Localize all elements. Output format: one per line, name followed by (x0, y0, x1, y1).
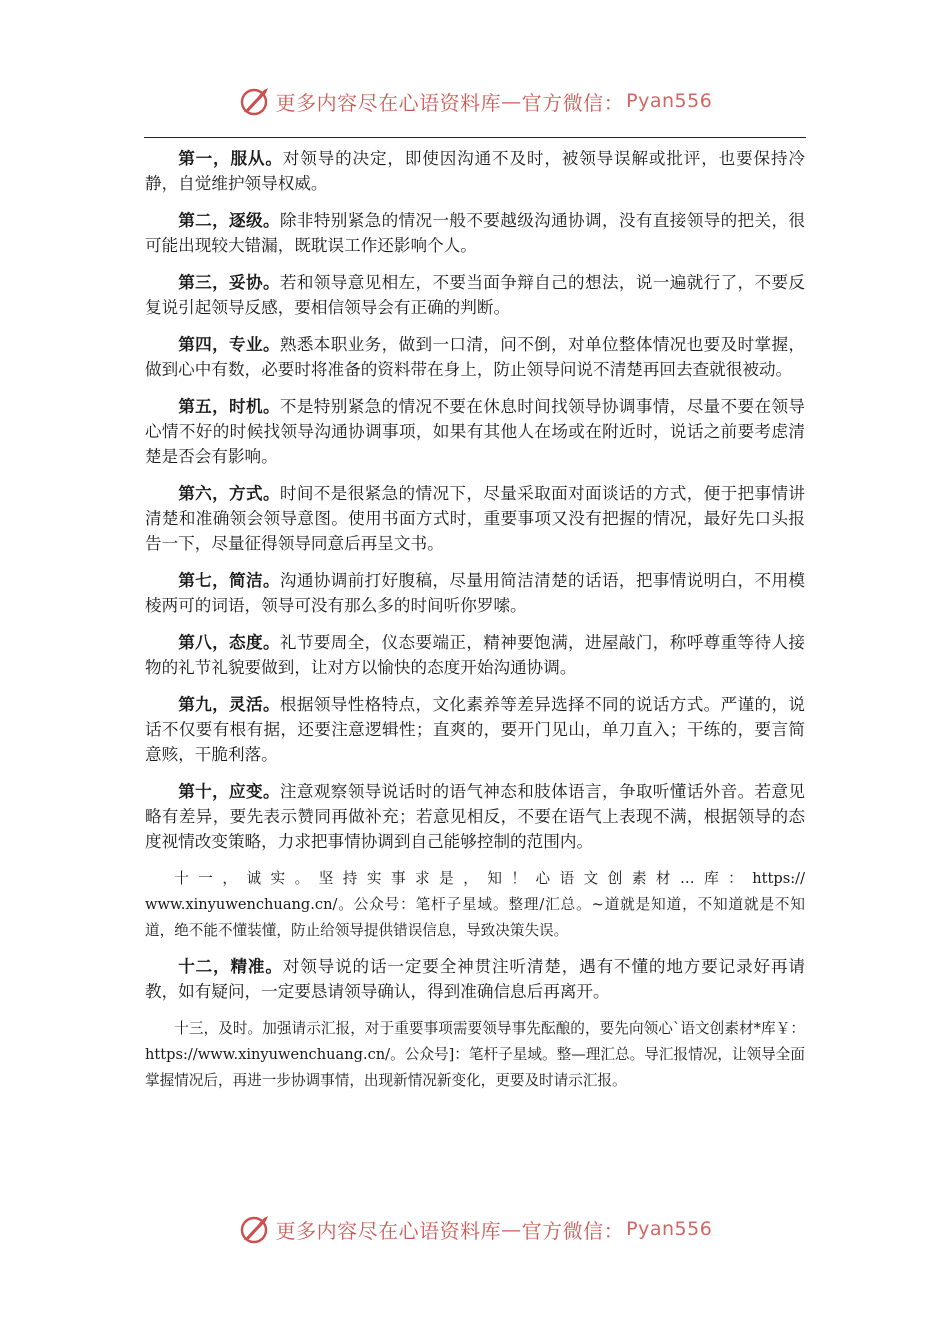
paragraph-text: 对领导说的话一定要全神贯注听清楚，遇有不懂的地方要记录好再请教，如有疑问，一定要恳请领导确认，得到准确信息后再离开。 (145, 957, 805, 1001)
paragraph-text: 对领导的决定，即使因沟通不及时，被领导误解或批评，也要保持冷静，自觉维护领导权威。 (145, 149, 805, 193)
paragraph-lead: 第五，时机。 (178, 396, 280, 416)
banner-wechat-label: 官方微信： (521, 90, 625, 115)
banner-brand: 更多内容尽在心语资料库 (275, 90, 502, 115)
paragraph-text: 注意观察领导说话时的语气神态和肢体语言，争取听懂话外音。若意见略有差异，要先表示赞同再做补充；若意见相反，不要在语气上表现不满，根据领导的态度视情改变策略，力求把事情协调到自己能够控制的范围内。 (145, 782, 805, 851)
paragraph-2 (145, 208, 805, 258)
document-body (145, 146, 805, 1104)
paragraph-text: 礼节要周全，仪态要端正，精神要饱满，进屋敲门，称呼尊重等待人接物的礼节礼貌要做到，让对方以愉快的态度开始沟通协调。 (145, 633, 805, 677)
header-divider (144, 137, 806, 138)
paragraph-9 (145, 692, 805, 767)
paragraph-lead: 第六，方式。 (178, 483, 280, 503)
banner-separator: — (501, 1217, 522, 1241)
paragraph-lead: 第二，逐级。 (178, 210, 280, 230)
paragraph-text: 根据领导性格特点，文化素养等差异选择不同的说话方式。严谨的，说话不仅要有根有据，还要注意逻辑性；直爽的，要开门见山，单刀直入；干练的，要言简意赅，干脆利落。 (145, 695, 805, 764)
paragraph-5 (145, 394, 805, 469)
footer-banner (0, 1212, 950, 1246)
paragraph-lead: 十二，精准。 (178, 956, 283, 976)
paragraph-6 (145, 481, 805, 556)
paragraph-lead: 十一，诚实。坚持实事求是，知！心语文创素材…库： (174, 870, 753, 887)
banner-separator: — (501, 89, 522, 113)
paragraph-3 (145, 270, 805, 320)
paragraph-11 (145, 866, 805, 944)
quill-logo-icon (238, 1212, 272, 1246)
paragraph-text: https://www.xinyuwenchuang.cn/。公众号：笔杆子星域。整理/汇总。~道就是知道，不知道就是不知道，绝不能不懂装懂，防止给领导提供错误信息，导致决策失误。 (145, 870, 805, 939)
paragraph-text: 熟悉本职业务，做到一口清，问不倒，对单位整体情况也要及时掌握，做到心中有数，必要时将准备的资料带在身上，防止领导问说不清楚再回去查就很被动。 (145, 335, 805, 379)
paragraph-text: 时间不是很紧急的情况下，尽量采取面对面谈话的方式，便于把事情讲清楚和准确领会领导意图。使用书面方式时，重要事项又没有把握的情况，最好先口头报告一下，尽量征得领导同意后再呈文书。 (145, 484, 805, 553)
paragraph-text: 沟通协调前打好腹稿，尽量用简洁清楚的话语，把事情说明白，不用模棱两可的词语，领导可没有那么多的时间听你罗嗦。 (145, 571, 805, 615)
paragraph-13 (145, 1016, 805, 1094)
header-banner (0, 84, 950, 118)
paragraph-12 (145, 954, 805, 1004)
paragraph-text: 十三，及时。加强请示汇报，对于重要事项需要领导事先酝酿的，要先向领心`语文创素材*库￥：https://www.xinyuwenchuang.cn/。公众号]：笔杆子星域。整—理汇总。导汇报情况，让领导全面掌握情况后，再进一步协调事情，出现新情况新变化，更要及时请示汇报。 (145, 1020, 805, 1089)
paragraph-lead: 第一，服从。 (178, 148, 283, 168)
paragraph-lead: 第十，应变。 (178, 781, 280, 801)
paragraph-lead: 第八，态度。 (178, 632, 280, 652)
banner-handle: Pyan556 (626, 1218, 713, 1240)
paragraph-text: 若和领导意见相左，不要当面争辩自己的想法，说一遍就行了，不要反复说引起领导反感，要相信领导会有正确的判断。 (145, 273, 805, 317)
paragraph-10 (145, 779, 805, 854)
paragraph-7 (145, 568, 805, 618)
paragraph-text: 除非特别紧急的情况一般不要越级沟通协调，没有直接领导的把关，很可能出现较大错漏，既耽误工作还影响个人。 (145, 211, 805, 255)
paragraph-lead: 第四，专业。 (178, 334, 280, 354)
paragraph-lead: 第九，灵活。 (178, 694, 280, 714)
paragraph-lead: 第七，简洁。 (178, 570, 280, 590)
quill-logo-icon (238, 84, 272, 118)
banner-wechat-label: 官方微信： (521, 1218, 625, 1243)
paragraph-text: 不是特别紧急的情况不要在休息时间找领导协调事情，尽量不要在领导心情不好的时候找领导沟通协调事项，如果有其他人在场或在附近时，说话之前要考虑清楚是否会有影响。 (145, 397, 805, 466)
paragraph-lead: 第三，妥协。 (178, 272, 280, 292)
paragraph-1 (145, 146, 805, 196)
paragraph-8 (145, 630, 805, 680)
paragraph-4 (145, 332, 805, 382)
banner-handle: Pyan556 (626, 90, 713, 112)
banner-brand: 更多内容尽在心语资料库 (275, 1218, 502, 1243)
